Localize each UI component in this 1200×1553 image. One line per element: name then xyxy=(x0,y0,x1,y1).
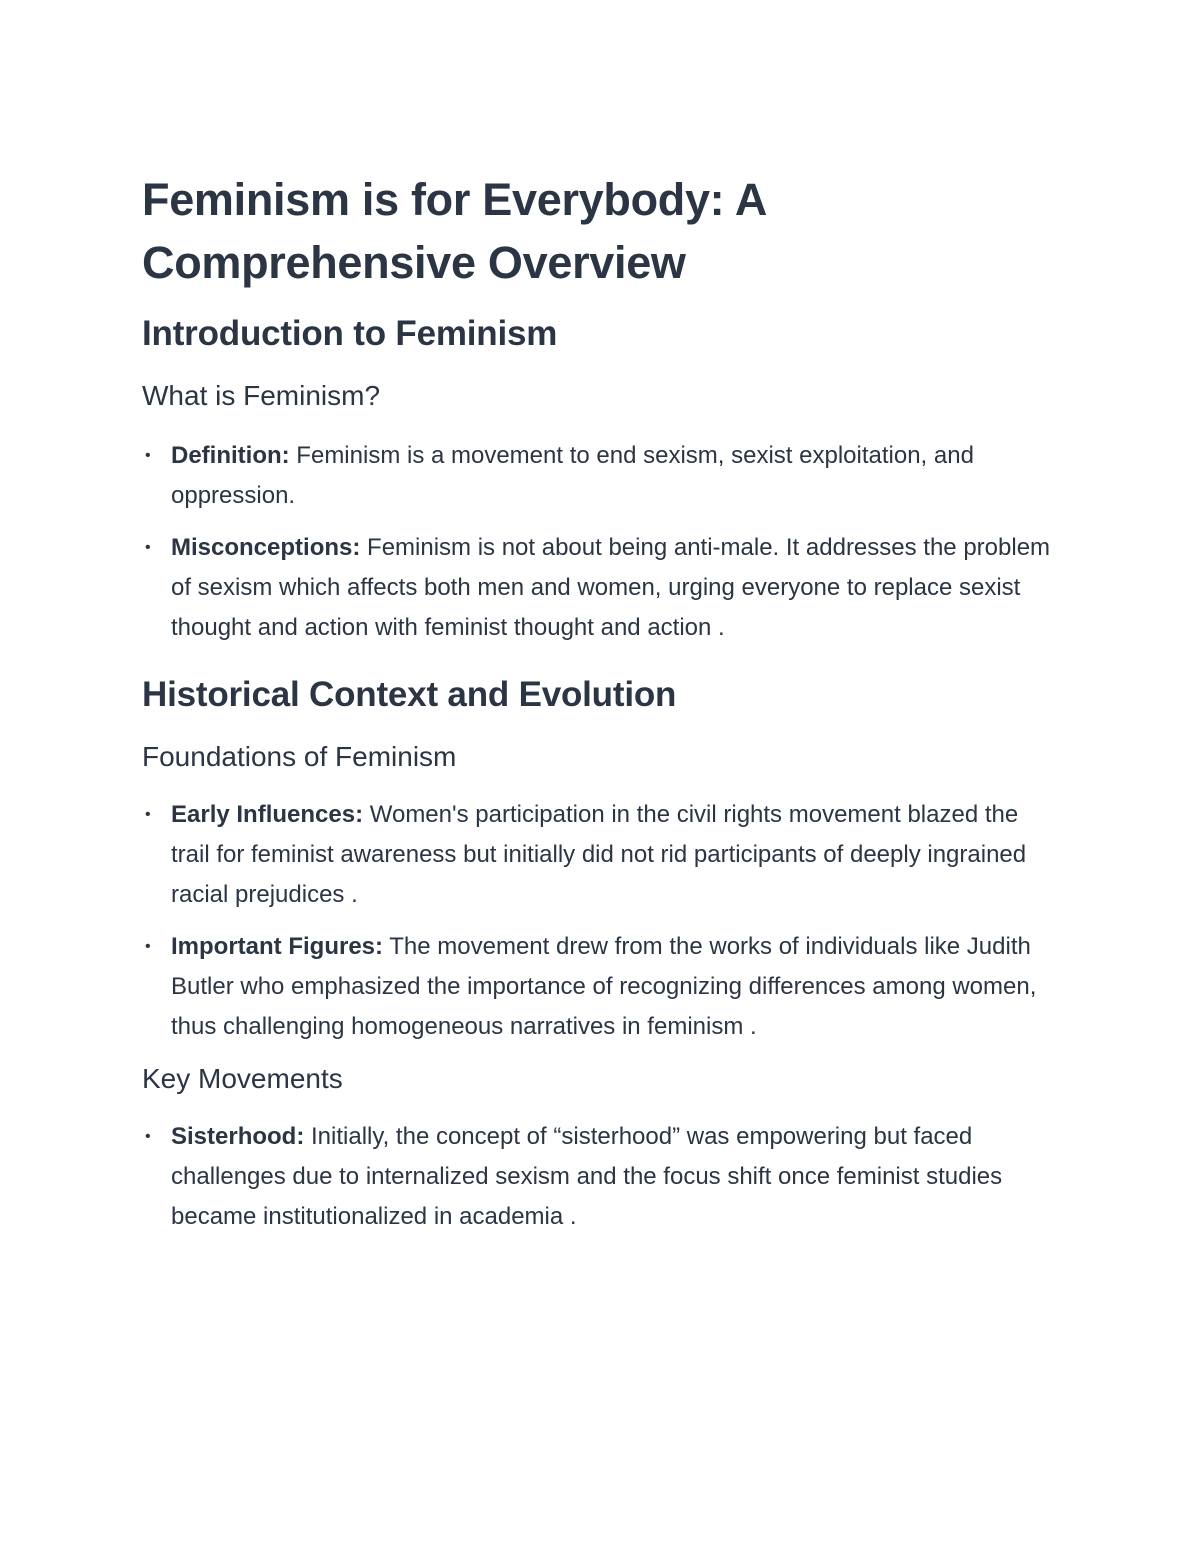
list-item xyxy=(142,795,1062,915)
bullet-list-foundations xyxy=(142,795,1062,1047)
item-term: Early Influences: xyxy=(171,801,364,828)
subsection-heading-foundations: Foundations of Feminism xyxy=(142,741,457,772)
list-item xyxy=(142,927,1062,1047)
item-term: Important Figures: xyxy=(171,933,384,960)
item-text: Feminism is not about being anti-male. It addresses the problem of sexism which affects both men and women, urging everyone to replace sexist thought and action with feminist thought and action . xyxy=(171,534,1051,641)
item-text: Women's participation in the civil rights movement blazed the trail for feminist awareness but initially did not rid participants of deeply ingrained racial prejudices . xyxy=(171,801,1027,908)
list-item xyxy=(142,1117,1062,1237)
document-title: Feminism is for Everybody: A Comprehensive Overview xyxy=(142,174,766,288)
bullet-icon: • xyxy=(145,1128,151,1145)
section-heading-introduction: Introduction to Feminism xyxy=(142,314,558,353)
bullet-icon: • xyxy=(145,539,151,556)
section-heading-historical-context: Historical Context and Evolution xyxy=(142,675,677,714)
list-item xyxy=(142,436,1062,516)
item-text: The movement drew from the works of individuals like Judith Butler who emphasized the importance of recognizing differences among women, thus challenging homogeneous narratives in feminism . xyxy=(171,933,1037,1040)
bullet-list-key-movements xyxy=(142,1117,1062,1237)
item-term: Misconceptions: xyxy=(171,534,361,561)
item-text: Initially, the concept of “sisterhood” was empowering but faced challenges due to internalized sexism and the focus shift once feminist studies became institutionalized in academia . xyxy=(171,1123,1003,1230)
list-item xyxy=(142,528,1062,648)
subsection-heading-key-movements: Key Movements xyxy=(142,1063,343,1094)
item-term: Sisterhood: xyxy=(171,1123,305,1150)
bullet-icon: • xyxy=(145,806,151,823)
bullet-icon: • xyxy=(145,447,151,464)
bullet-list-what-is-feminism xyxy=(142,436,1062,648)
subsection-heading-what-is-feminism: What is Feminism? xyxy=(142,380,381,411)
document-page xyxy=(142,168,1062,1237)
item-term: Definition: xyxy=(171,442,290,469)
bullet-icon: • xyxy=(145,938,151,955)
item-text: Feminism is a movement to end sexism, sexist exploitation, and oppression. xyxy=(171,442,974,509)
